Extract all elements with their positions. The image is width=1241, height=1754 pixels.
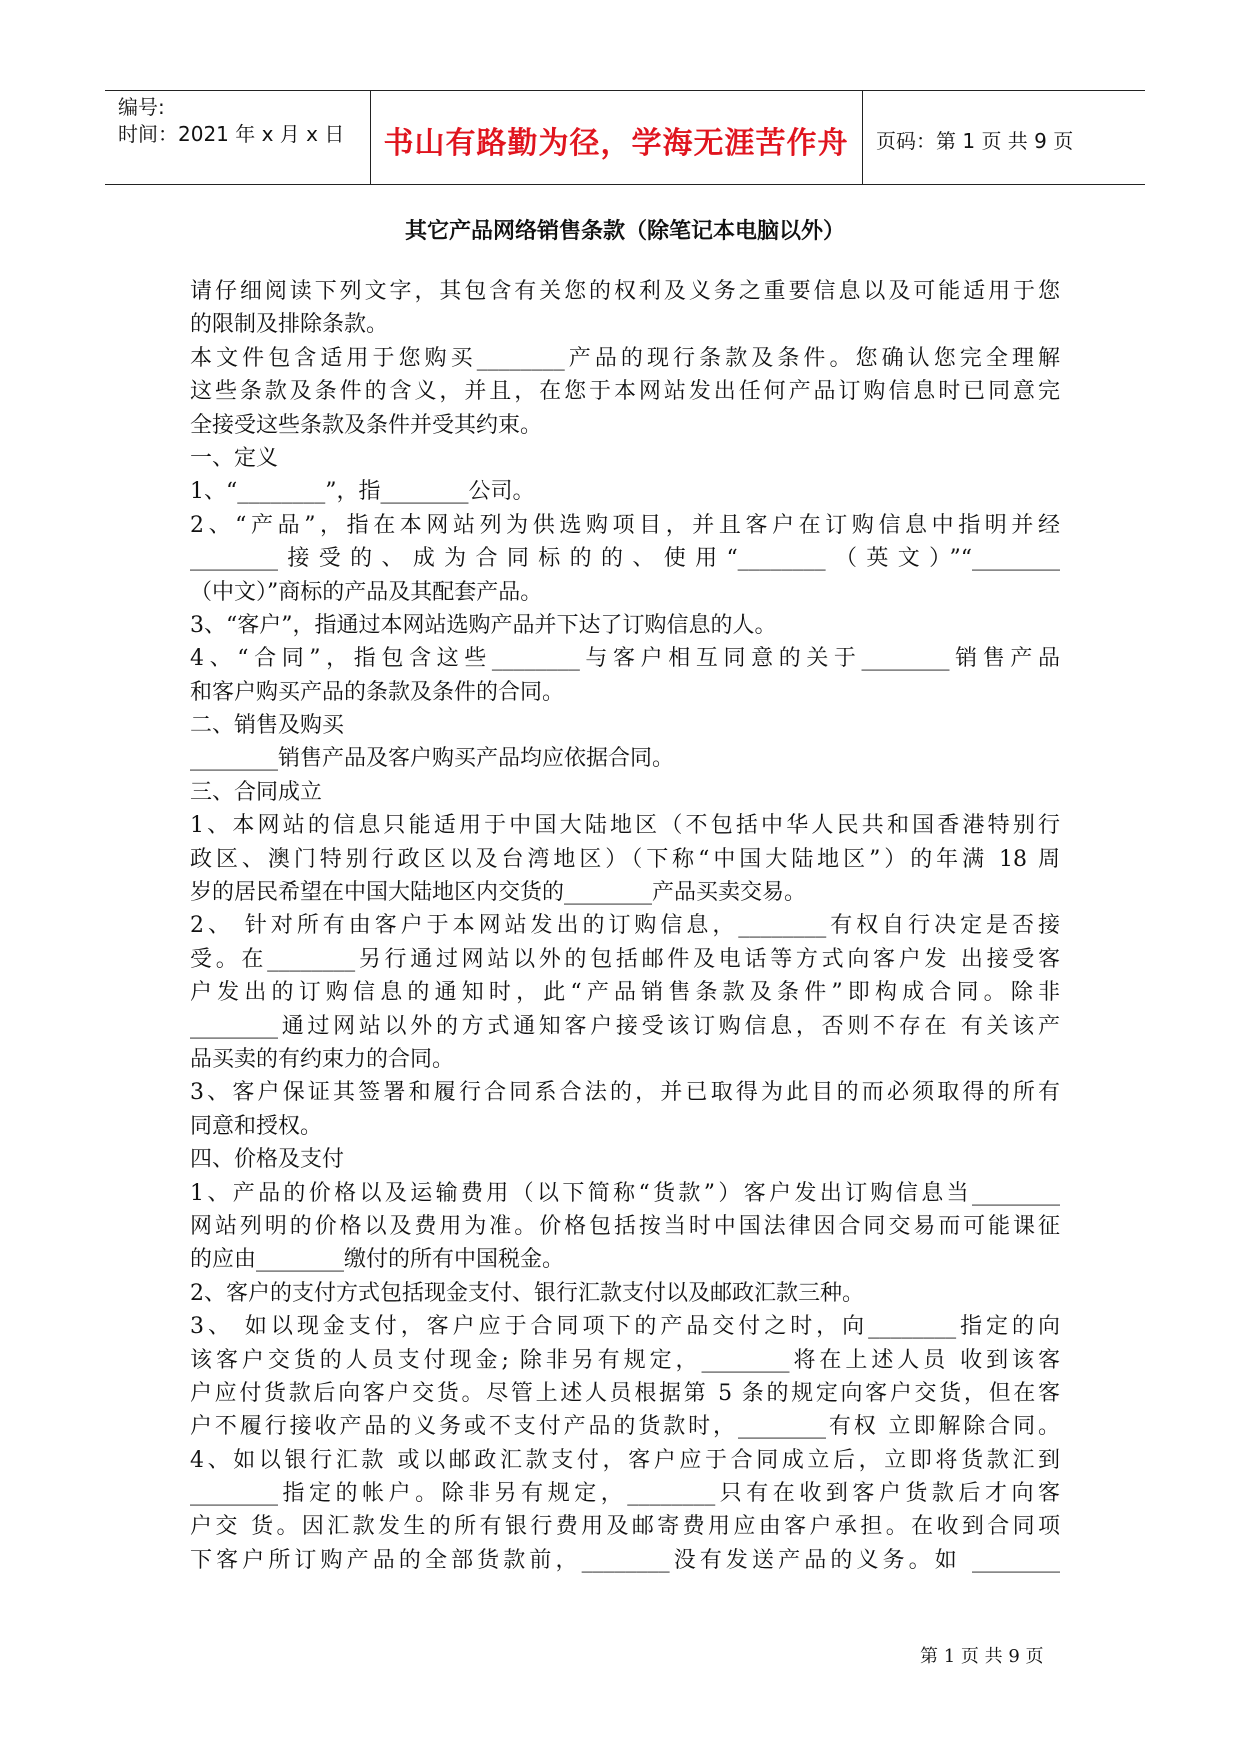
body-line: 的限制及排除条款。 [190, 312, 389, 338]
document-title: 其它产品网络销售条款（除笔记本电脑以外） [404, 219, 845, 244]
body-line: 2、 针对所有由客户于本网站发出的订购信息，________有权自行决定是否接 [190, 913, 1060, 939]
body-line: 2、客户的支付方式包括现金支付、银行汇款支付以及邮政汇款三种。 [190, 1280, 864, 1306]
body-line: 同意和授权。 [190, 1113, 323, 1139]
body-line: 政区、澳门特别行政区以及台湾地区）（下称“中国大陆地区”）的年满 18 周 [190, 846, 1060, 872]
body-line: ________指定的帐户。除非另有规定，________只有在收到客户货款后才向客 [190, 1481, 1060, 1507]
body-line: 3、客户保证其签署和履行合同系合法的，并已取得为此目的而必须取得的所有 [190, 1080, 1060, 1106]
body-line: 户发出的订购信息的通知时，此“产品销售条款及条件”即构成合同。除非 [190, 980, 1060, 1006]
header-meta [118, 94, 344, 148]
body-line: 和客户购买产品的条款及条件的合同。 [190, 679, 565, 705]
time-label: 时间：2021 年 x 月 x 日 [118, 122, 345, 146]
body-line: 1、本网站的信息只能适用于中国大陆地区（不包括中华人民共和国香港特别行 [190, 813, 1060, 839]
body-line: 这些条款及条件的含义，并且，在您于本网站发出任何产品订购信息时已同意完 [190, 379, 1060, 405]
header-page-info: 页码：第 1 页 共 9 页 [876, 129, 1074, 153]
body-line: 请仔细阅读下列文字，其包含有关您的权利及义务之重要信息以及可能适用于您 [190, 279, 1060, 304]
body-line: 受。在________另行通过网站以外的包括邮件及电话等方式向客户发 出接受客 [190, 946, 1060, 972]
page-footer: 第 1 页 共 9 页 [920, 1646, 1044, 1667]
section-heading: 一、定义 [190, 445, 279, 471]
body-line: 本文件包含适用于您购买________产品的现行条款及条件。您确认您完全理解 [190, 345, 1060, 371]
document-body [190, 275, 1060, 1577]
section-heading: 四、价格及支付 [190, 1147, 345, 1173]
body-line: 1、“________”，指________公司。 [190, 479, 535, 505]
body-line: 户不履行接收产品的义务或不支付产品的货款时，________有权 立即解除合同。 [190, 1414, 1060, 1440]
body-line: 户交 货。因汇款发生的所有银行费用及邮寄费用应由客户承担。在收到合同项 [190, 1514, 1060, 1540]
body-line: 品买卖的有约束力的合同。 [190, 1046, 455, 1072]
body-line: 网站列明的价格以及费用为准。价格包括按当时中国法律因合同交易而可能课征 [190, 1213, 1060, 1239]
body-line: 该客户交货的人员支付现金; 除非另有规定，________将在上述人员 收到该客 [190, 1347, 1060, 1373]
body-line: 户应付货款后向客户交货。尽管上述人员根据第 5 条的规定向客户交货，但在客 [190, 1380, 1060, 1406]
header-bottom-rule [105, 184, 1145, 185]
body-line: ________通过网站以外的方式通知客户接受该订购信息，否则不存在 有关该产 [190, 1013, 1060, 1039]
body-line: ________接受的、成为合同标的的、使用“________（英文）”“________ [190, 546, 1060, 572]
header-divider-right [862, 90, 863, 184]
header-motto: 书山有路勤为径，学海无涯苦作舟 [383, 126, 849, 161]
body-line: 全接受这些条款及条件并受其约束。 [190, 412, 543, 438]
body-line: 3、 如以现金支付，客户应于合同项下的产品交付之时，向________指定的向 [190, 1314, 1060, 1340]
header-top-rule [105, 90, 1145, 91]
body-line: 下客户所订购产品的全部货款前，________没有发送产品的义务。如 ________ [190, 1547, 1060, 1573]
body-line: （中文）”商标的产品及其配套产品。 [190, 579, 543, 605]
body-line: 4、如以银行汇款 或以邮政汇款支付，客户应于合同成立后，立即将货款汇到 [190, 1447, 1060, 1473]
section-heading: 三、合同成立 [190, 779, 323, 805]
body-line: 1、产品的价格以及运输费用（以下简称“货款”）客户发出订购信息当________ [190, 1180, 1060, 1206]
body-line: 的应由________缴付的所有中国税金。 [190, 1247, 565, 1273]
body-line: 2、“产品”，指在本网站列为供选购项目，并且客户在订购信息中指明并经 [190, 512, 1060, 538]
number-label: 编号: [118, 95, 165, 119]
body-line: 4、“合同”，指包含这些________与客户相互同意的关于________销售产品 [190, 646, 1060, 672]
body-line: 岁的居民希望在中国大陆地区内交货的________产品买卖交易。 [190, 880, 807, 906]
section-heading: 二、销售及购买 [190, 713, 345, 739]
body-line: ________销售产品及客户购买产品均应依据合同。 [190, 746, 675, 772]
body-line: 3、“客户”，指通过本网站选购产品并下达了订购信息的人。 [190, 612, 777, 638]
